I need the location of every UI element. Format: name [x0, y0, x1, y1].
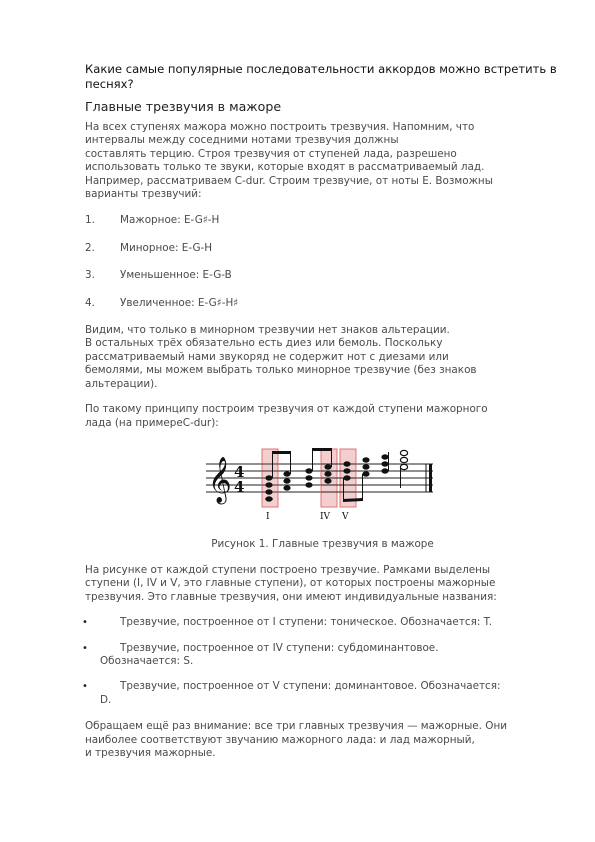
list-item	[85, 269, 560, 282]
list-number: 3.	[85, 269, 95, 282]
list-number: 2.	[85, 241, 95, 254]
paragraph-line: наиболее соответствуют звучанию мажорного лада: и лад мажорный,	[85, 733, 475, 746]
paragraph-line: ступени (I, IV и V, это главные ступени), от которых построены мажорные	[85, 577, 496, 590]
final-barline	[429, 464, 432, 492]
list-item	[82, 616, 560, 629]
list-text: Уменьшенное: E-G-B	[120, 269, 232, 282]
intro-line: составлять терцию. Строя трезвучия от ступеней лада, разрешено	[85, 147, 457, 160]
list-text: Мажорное: E-G♯-H	[120, 214, 220, 227]
list-text: Минорное: E-G-H	[120, 241, 213, 254]
paragraph-line: лада (на примереC-dur):	[85, 416, 219, 429]
intro-line: На всех ступенях мажора можно построить трезвучия. Напомним, что	[85, 121, 475, 133]
closing-paragraph	[85, 720, 560, 760]
paragraph-line: альтерации).	[85, 377, 158, 390]
minor-paragraph	[85, 324, 560, 391]
triad-variants-list	[85, 214, 560, 310]
degree-label-I: I	[266, 511, 270, 522]
paragraph-line: и трезвучия мажорные.	[85, 746, 216, 759]
list-text-continuation: Обозначается: S.	[100, 654, 194, 667]
triad-names-list	[82, 616, 560, 707]
list-number: 4.	[85, 296, 95, 309]
paragraph-line: рассматриваемый нами звукоряд не содержит нот с диезами или	[85, 350, 449, 363]
intro-line: интервалы между соседними нотами трезвучия должны	[85, 134, 399, 147]
list-item	[85, 297, 560, 310]
paragraph-line: В остальных трёх обязательно есть диез или бемоль. Поскольку	[85, 337, 443, 350]
intro-paragraph	[85, 121, 560, 201]
list-item	[82, 680, 560, 707]
list-text: Трезвучие, построенное от V ступени: доминантовое. Обозначается:	[120, 680, 501, 693]
intro-line: варианты трезвучий:	[85, 188, 202, 201]
list-text-continuation: D.	[100, 693, 112, 706]
paragraph-line: трезвучия. Это главные трезвучия, они имеют индивидуальные названия:	[85, 590, 497, 603]
figure-description-paragraph	[85, 564, 560, 604]
document-page	[82, 62, 560, 760]
time-signature-bottom: 4	[234, 477, 245, 496]
intro-line: Например, рассматриваем C-dur. Строим трезвучие, от ноты E. Возможны	[85, 174, 493, 187]
list-item	[85, 242, 560, 255]
degree-label-IV: IV	[320, 511, 331, 522]
principle-paragraph	[85, 403, 560, 430]
paragraph-line: Видим, что только в минорном трезвучии нет знаков альтерации.	[85, 324, 450, 337]
paragraph-line: Обращаем ещё раз внимание: все три главных трезвучия — мажорные. Они	[85, 720, 508, 733]
bullet-icon: •	[82, 681, 88, 693]
list-text: Трезвучие, построенное от I ступени: тоническое. Обозначается: T.	[120, 616, 493, 629]
list-number: 1.	[85, 214, 95, 227]
list-item	[85, 214, 560, 227]
time-signature-top: 4	[234, 462, 245, 481]
paragraph-line: На рисунке от каждой ступени построено трезвучие. Рамками выделены	[85, 563, 491, 576]
intro-line: использовать только те звуки, которые входят в рассматриваемый лад.	[85, 161, 485, 174]
bullet-icon: •	[82, 642, 88, 654]
bullet-icon: •	[82, 617, 88, 629]
music-staff-svg	[200, 444, 435, 530]
list-text: Трезвучие, построенное от IV ступени: субдоминантовое.	[120, 641, 439, 654]
list-item	[82, 641, 560, 669]
music-staff-figure	[200, 444, 435, 530]
paragraph-line: По такому принципу построим трезвучия от каждой ступени мажорного	[85, 403, 488, 416]
degree-label-V: V	[342, 511, 349, 522]
section-heading: Главные трезвучия в мажоре	[85, 99, 282, 114]
figure-caption: Рисунок 1. Главные трезвучия в мажоре	[211, 537, 434, 550]
half-notes	[400, 450, 407, 469]
list-text: Увеличенное: E-G♯-H♯	[120, 296, 239, 309]
paragraph-line: бемолями, мы можем выбрать только минорное трезвучие (без знаков	[85, 364, 477, 377]
treble-clef-icon: 𝄞	[208, 456, 232, 503]
document-title: Какие самые популярные последовательности аккордов можно встретить в песнях?	[85, 62, 557, 91]
